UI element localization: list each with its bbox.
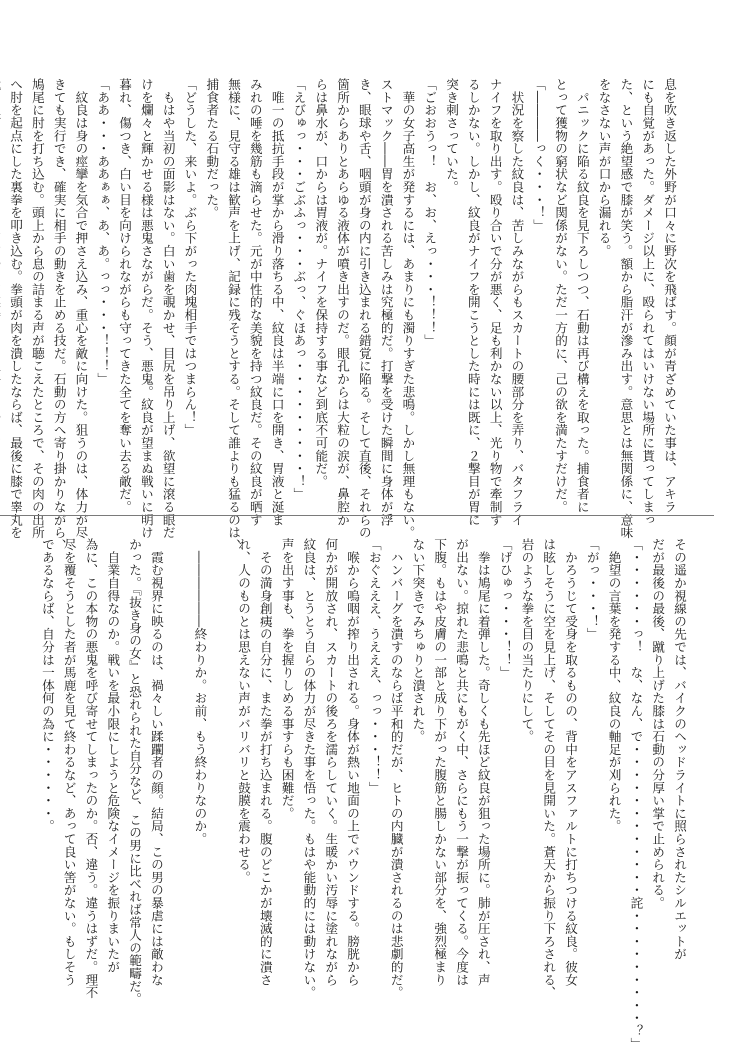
bottom-page-text: その遥か視線の先では、バイクのヘッドライトに照らされたシルエットが だが最後の最後、蹴り上げた膝は石動の分厚い掌で止められる。 「・・・・・・っ！ な、なん、で・・・・・・・・・・・・詫・・・・・・・・・？」 絶望の言葉を発する中、紋良の軸足が刈られた。 「がっ・・・！」 かろうじて受身を取るものの、背中をアスファルトに打ちつける紋良。彼女 は眩しそうに空を見上げ、そしてその目を見開いた。蒼天から振り下ろされる、 岩のような拳を目の当たりにして。 「げひゅっ・・・！！」 拳は鳩尾に着弾した。奇しくも先ほど紋良が狙った場所に。肺が圧され、声 が出ない。掠れた悲鳴と共にもがく中、さらにもう一撃が振ってくる。今度は 下腹。もはや皮膚の一部と成り下がった腹筋と腸しかない部分を、強烈極まり ない下突きでみちゅりと潰された。 ハンバーグを潰すのならば平和的だが、ヒトの内臓が潰されるのは悲劇的だ。 「おぐえええ、うえええ、っっ・・・！！」 喉から嗚咽が搾り出される。身体が熱い地面の上でバウンドする。膀胱から 何かが開放され、スカートの後ろを濡らしていく。生暖かい汚辱に塗れながら 紋良は、とうとう自らの体力が尽きた事を悟った。もはや能動的には動けない。 声を出す事も、拳を握りしめる事すらも困難だ。 その満身創痍の自分に、また拳が打ち込まれる。腹のどこかが壊滅的に潰さ れ、人のものとは思えない声がバリバリと鼓膜を震わせる。 ――――――終わりか。お前、もう終わりなのか。 霞む視界に映るのは、禍々しい蹂躙者の顔。結局、この男の暴虐には敵わな かった。『抜き身の女』と恐れられた自分など、この男に比べれば常人の範疇だ。 自業自得なのか。戦いを最小限にしようと危険なイメージを振りまいたが 為に、この本物の悪鬼を呼び寄せてしまったのか。否、違う。違うはずだ。理不 尽を覆そうとした者が馬鹿を見て終わるなど、あって良い筈がない。もしそう であるならば、自分は一体何の為に・・・・・・。 (39, 538, 687, 1050)
top-page (8, 78, 680, 552)
page-divider (0, 515, 714, 516)
top-page-text: 息を吹き返した外野が口々に野次を飛ばす。顔が青ざめていた事は、アキラ にも自覚があった。ダメージ以上に、殴られてはいけない場所に貰ってしまっ た、という絶望感で膝が笑う。額から脂汗が滲み出す。意思とは無関係に、意味 をなさない声が口から漏れる。 パニックに陥る紋良を見下ろしつつ、石動は再び構えを取った。捕食者に とって獲物の窮状など関係がない。ただ一方的に、己の欲を満たすだけだ。 「――――っく・・・！」 状況を察した紋良は、苦しみながらもスカートの腰部分を弄り、バタフライ ナイフを取り出す。殴り合いで分が悪く、足も利かない以上、光り物で牽制す るしかない。しかし、紋良がナイフを開こうとした時には既に、２撃目が胃に 突き刺さっていた。 「ごおおうっ！ お、お、えっ・・・！！！」 華の女子高生が発するには、あまりにも濁りすぎた悲鳴。しかし無理もない。 ストマック――胃を潰される苦しみは究極的だ。打撃を受けた瞬間に身体が浮 き、眼球や舌、咽頭が身の内に引き込まれる錯覚に陥る。そして直後、それらの 箇所からありとあらゆる液体が噴き出すのだ。眼孔からは大粒の涙が、鼻腔か らは鼻水が、口からは胃液が。ナイフを保持する事など到底不可能だ。 「えびゅっ・・・ごぶふっ・・・ぶっ、ぐほあっ・・・・・・・・・！」 唯一の抵抗手段が掌から滑り落ちる中、紋良は半端に口を開き、胃液と涎ま みれの唾を幾筋も滴らせた。元が中性的な美貌を持つ紋良だ。その紋良が晒す 無様に、見守る雄は歓声を上げ、記録に残そうとする。そして誰よりも猛るのは、 捕食者たる石動だった。 「どうした、来いよ。ぶら下がった肉塊相手ではつまらん！」 もはや当初の面影はない。白い歯を覗かせ、目尻を吊り上げ、欲望に滾る眼だ けを爛々と輝かせる様は悪鬼さながらだ。そう、悪鬼。紋良が望まぬ戦いに明け 暮れ、傷つき、白い目を向けられながらも守ってきた全てを奪い去る敵だ。 「ああ・・・ああぁぁ、あ、あ。っっ・・・！！！」 紋良は身の痙攣を気合で押さえ込み、重心を敵に向けた。狙うのは、体力が尽 きても実行でき、確実に相手の動きを止める技だ。石動の方へ寄り掛かりながら、 鳩尾に肘を打ち込む。頭上から息の詰まる声が聴こえたところで、その肉の出所 へ肘を起点にした裏拳を叩き込む。拳頭が肉を潰したならば、最後に膝で睾丸を (8, 78, 677, 552)
bottom-page (39, 538, 690, 1050)
